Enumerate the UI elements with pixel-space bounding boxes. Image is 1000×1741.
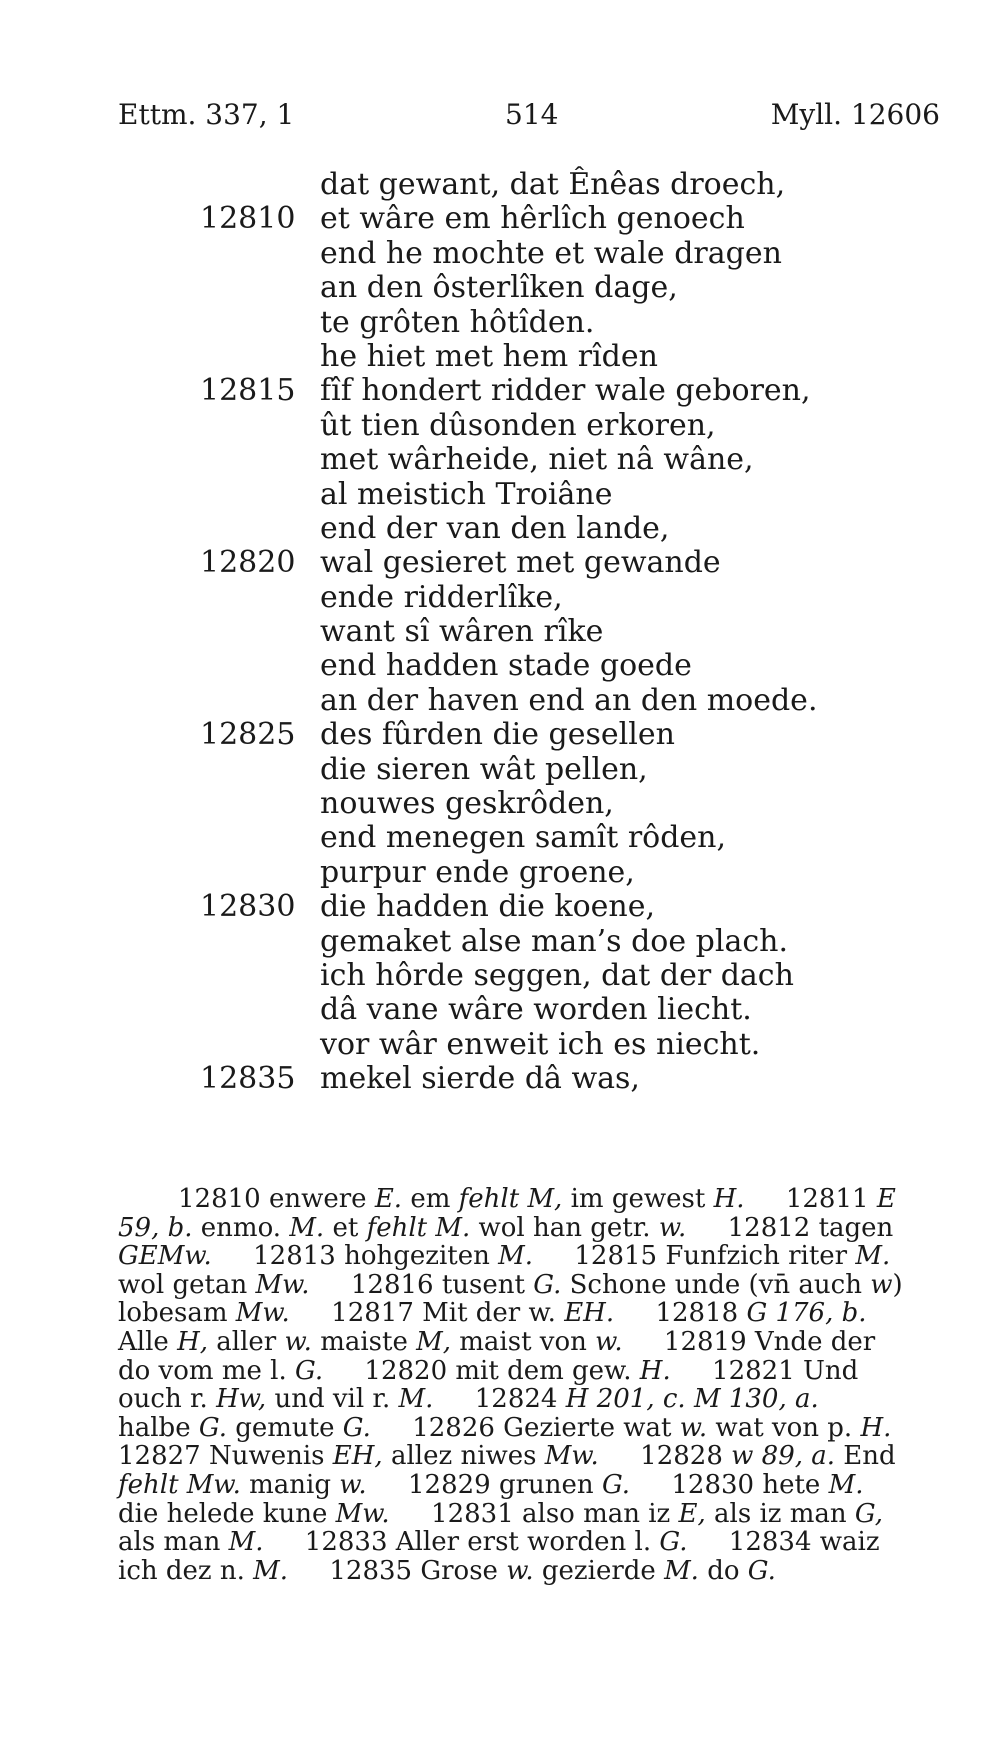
verse-line [0, 306, 1000, 340]
siglum-italic: fehlt Mw. [118, 1469, 241, 1500]
note-line [118, 1385, 953, 1414]
note-text: do [698, 1555, 748, 1586]
note-text: manig [240, 1469, 340, 1500]
note-text: 12820 mit dem gew. [323, 1355, 640, 1386]
siglum-italic: Hw, [216, 1384, 267, 1415]
note-text: als iz man [705, 1498, 855, 1529]
siglum-italic: H. [713, 1184, 745, 1214]
siglum-italic: Mw. [544, 1441, 599, 1472]
siglum-italic: G. [747, 1555, 776, 1586]
verse-text: end he mochte et wale dragen [320, 235, 782, 271]
verse-text: fîf hondert ridder wale geboren, [320, 373, 811, 409]
siglum-italic: G. [198, 1412, 227, 1443]
note-line [118, 1185, 953, 1214]
note-text [686, 1384, 694, 1414]
note-line [118, 1299, 953, 1328]
verse-line [0, 512, 1000, 546]
page-number: 514 [505, 98, 559, 131]
verse-text: met wârheide, niet nâ wâne, [320, 442, 754, 478]
verse-line [0, 684, 1000, 718]
verse-line [0, 993, 1000, 1027]
verse-line [0, 615, 1000, 649]
note-text: 12827 Nuwenis [118, 1441, 333, 1472]
note-text: Schone unde (vn̄ auch [561, 1269, 871, 1300]
verse-line [0, 753, 1000, 787]
siglum-italic: GEMw. [118, 1241, 212, 1272]
verse-line [0, 271, 1000, 305]
siglum-italic: M. [289, 1212, 325, 1243]
siglum-italic: E. [374, 1184, 403, 1214]
verse-text: nouwes geskrôden, [320, 786, 614, 822]
verse-text: an der haven end an den moede. [320, 682, 818, 718]
siglum-italic: M. [855, 1241, 891, 1272]
note-text: gezierde [533, 1555, 665, 1586]
verse-text: die hadden die koene, [320, 889, 656, 925]
verse-text: gemaket alse man’s doe plach. [320, 923, 789, 959]
note-text: et [324, 1212, 367, 1243]
siglum-italic: G. [342, 1412, 371, 1443]
verse-text: end der van den lande, [320, 510, 670, 546]
verse-line [0, 718, 1000, 752]
note-text: 12824 [433, 1384, 566, 1415]
siglum-italic: w. [658, 1212, 687, 1243]
verse-text: ende ridderlîke, [320, 579, 563, 615]
note-text: wol han getr. [470, 1212, 659, 1243]
verse-text: end hadden stade goede [320, 648, 692, 684]
verse-text: end menegen samît rôden, [320, 820, 727, 856]
note-text: 12828 [598, 1441, 732, 1472]
note-line [118, 1442, 953, 1471]
verse-text: dâ vane wâre worden liecht. [320, 992, 752, 1028]
verse-line [0, 856, 1000, 890]
note-text: halbe [118, 1412, 199, 1443]
note-text: ouch r. [118, 1384, 217, 1415]
line-number: 12810 [200, 201, 296, 237]
verse-line [0, 1062, 1000, 1096]
siglum-italic: G. [601, 1469, 631, 1500]
header-right-reference: Myll. 12606 [770, 98, 940, 131]
verse-line [0, 890, 1000, 924]
note-line [118, 1471, 953, 1500]
note-text: Alle [118, 1326, 178, 1357]
siglum-italic: w. [679, 1412, 708, 1443]
siglum-italic: w. [339, 1469, 367, 1500]
siglum-italic: w [870, 1269, 893, 1300]
siglum-italic: M. [498, 1241, 534, 1272]
apparatus-notes [118, 1185, 953, 1585]
note-text: gemute [226, 1412, 343, 1443]
verse-line [0, 959, 1000, 993]
verse-text: te grôten hôtîden. [320, 304, 595, 340]
verse-line [0, 237, 1000, 271]
note-text: 12816 tusent [309, 1269, 534, 1300]
note-text: 12826 Gezierte wat [370, 1412, 680, 1443]
verse-text: purpur ende groene, [320, 854, 635, 890]
verse-line [0, 340, 1000, 374]
verse-text: vor wâr enweit ich es niecht. [320, 1026, 761, 1062]
note-line [118, 1214, 953, 1243]
note-line [118, 1242, 953, 1271]
note-text: im gewest [562, 1184, 714, 1214]
note-text: 12813 hohgeziten [211, 1241, 499, 1272]
siglum-italic: w 89, a. [731, 1441, 836, 1472]
note-text: 12830 hete [630, 1469, 829, 1500]
note-text: 12819 Vnde der [622, 1326, 876, 1357]
note-text: 12817 Mit der w. [289, 1298, 565, 1329]
siglum-italic: G 176, b. [746, 1298, 867, 1329]
siglum-italic: M. [664, 1555, 699, 1586]
siglum-italic: Mw. [255, 1269, 310, 1300]
note-text: und vil r. [266, 1384, 399, 1415]
siglum-italic: w. [595, 1326, 623, 1357]
verse-line [0, 202, 1000, 236]
siglum-italic: w. [284, 1326, 312, 1357]
verse-line [0, 168, 1000, 202]
note-text: 12821 Und [670, 1355, 859, 1386]
verse-line [0, 925, 1000, 959]
note-line [118, 1271, 953, 1300]
note-text: 12834 waiz [687, 1527, 880, 1558]
verse-line [0, 374, 1000, 408]
note-text: 12810 enwere [178, 1184, 375, 1214]
verse-line [0, 649, 1000, 683]
siglum-italic: E, [678, 1498, 706, 1529]
verse-line [0, 409, 1000, 443]
siglum-italic: M. [828, 1469, 864, 1500]
verse-text: want sî wâren rîke [320, 614, 604, 650]
verse-line [0, 821, 1000, 855]
note-text: 12833 Aller erst worden l. [263, 1527, 660, 1558]
siglum-italic: M, [416, 1326, 452, 1357]
note-text: wat von p. [707, 1412, 861, 1443]
siglum-italic: M 130, a. [693, 1384, 819, 1415]
note-text: 12812 tagen [686, 1212, 894, 1243]
siglum-italic: M. [253, 1555, 289, 1586]
siglum-italic: M. [398, 1384, 434, 1415]
verse-text: ût tien dûsonden erkoren, [320, 407, 716, 443]
note-text: maist von [451, 1326, 596, 1357]
note-line [118, 1328, 953, 1357]
verse-line [0, 787, 1000, 821]
siglum-italic: fehlt M, [458, 1184, 563, 1214]
note-text: aller [208, 1326, 285, 1357]
note-text: em [402, 1184, 459, 1214]
verse-text: mekel sierde dâ was, [320, 1061, 640, 1097]
note-text: 12831 also man iz [389, 1498, 679, 1529]
note-text: do vom me l. [118, 1355, 295, 1386]
siglum-italic: H, [177, 1326, 209, 1357]
verse-text: et wâre em hêrlîch genoech [320, 201, 745, 237]
siglum-italic: fehlt M. [366, 1212, 471, 1243]
note-line [118, 1414, 953, 1443]
note-text: als man [118, 1527, 229, 1558]
note-text: 12829 grunen [366, 1469, 602, 1500]
note-text: wol getan [118, 1269, 256, 1300]
line-number: 12825 [200, 717, 296, 753]
note-line [118, 1357, 953, 1386]
siglum-italic: EH, [332, 1441, 383, 1472]
siglum-italic: E [876, 1184, 896, 1214]
verse-text: wal gesieret met gewande [320, 545, 721, 581]
note-text: End [835, 1441, 896, 1472]
note-text: 12811 [744, 1184, 877, 1214]
verse-text: die sieren wât pellen, [320, 751, 648, 787]
siglum-italic: Mw. [235, 1298, 290, 1329]
verse-line [0, 546, 1000, 580]
siglum-italic: w. [506, 1555, 534, 1586]
note-text: 12818 [614, 1298, 747, 1329]
note-text: 12835 Grose [288, 1555, 507, 1586]
verse-text: al meistich Troiâne [320, 476, 613, 512]
siglum-italic: EH. [564, 1298, 615, 1329]
verse-line [0, 443, 1000, 477]
note-text: die helede kune [118, 1498, 336, 1529]
header-left-reference: Ettm. 337, 1 [118, 98, 295, 131]
note-line [118, 1528, 953, 1557]
line-number: 12815 [200, 373, 296, 409]
siglum-italic: G, [854, 1498, 884, 1529]
verse-block [0, 168, 1000, 1097]
siglum-italic: G. [659, 1527, 688, 1558]
siglum-italic: G. [533, 1269, 562, 1300]
verse-text: an den ôsterlîken dage, [320, 270, 678, 306]
siglum-italic: H 201, c. [565, 1384, 686, 1415]
note-text: lobesam [118, 1298, 236, 1329]
siglum-italic: M. [228, 1527, 264, 1558]
siglum-italic: H. [639, 1355, 671, 1386]
verse-line [0, 478, 1000, 512]
note-line [118, 1557, 953, 1586]
verse-text: des fûrden die gesellen [320, 717, 675, 753]
note-text: maiste [311, 1326, 417, 1357]
siglum-italic: G. [294, 1355, 324, 1386]
running-header [118, 98, 940, 138]
note-line [118, 1500, 953, 1529]
siglum-italic: Mw. [335, 1498, 390, 1529]
note-text: enmo. [192, 1212, 290, 1243]
verse-text: ich hôrde seggen, dat der dach [320, 957, 794, 993]
siglum-italic: H. [860, 1412, 892, 1443]
verse-text: he hiet met hem rîden [320, 338, 658, 374]
verse-line [0, 1028, 1000, 1062]
verse-line [0, 581, 1000, 615]
line-number: 12820 [200, 545, 296, 581]
line-number: 12830 [200, 889, 296, 925]
line-number: 12835 [200, 1061, 296, 1097]
note-text: allez niwes [382, 1441, 545, 1472]
note-text: ) [892, 1269, 903, 1300]
verse-text: dat gewant, dat Ênêas droech, [320, 167, 786, 202]
note-text: 12815 Funfzich riter [533, 1241, 856, 1272]
note-text: ich dez n. [118, 1555, 254, 1586]
siglum-italic: 59, b. [118, 1212, 193, 1243]
